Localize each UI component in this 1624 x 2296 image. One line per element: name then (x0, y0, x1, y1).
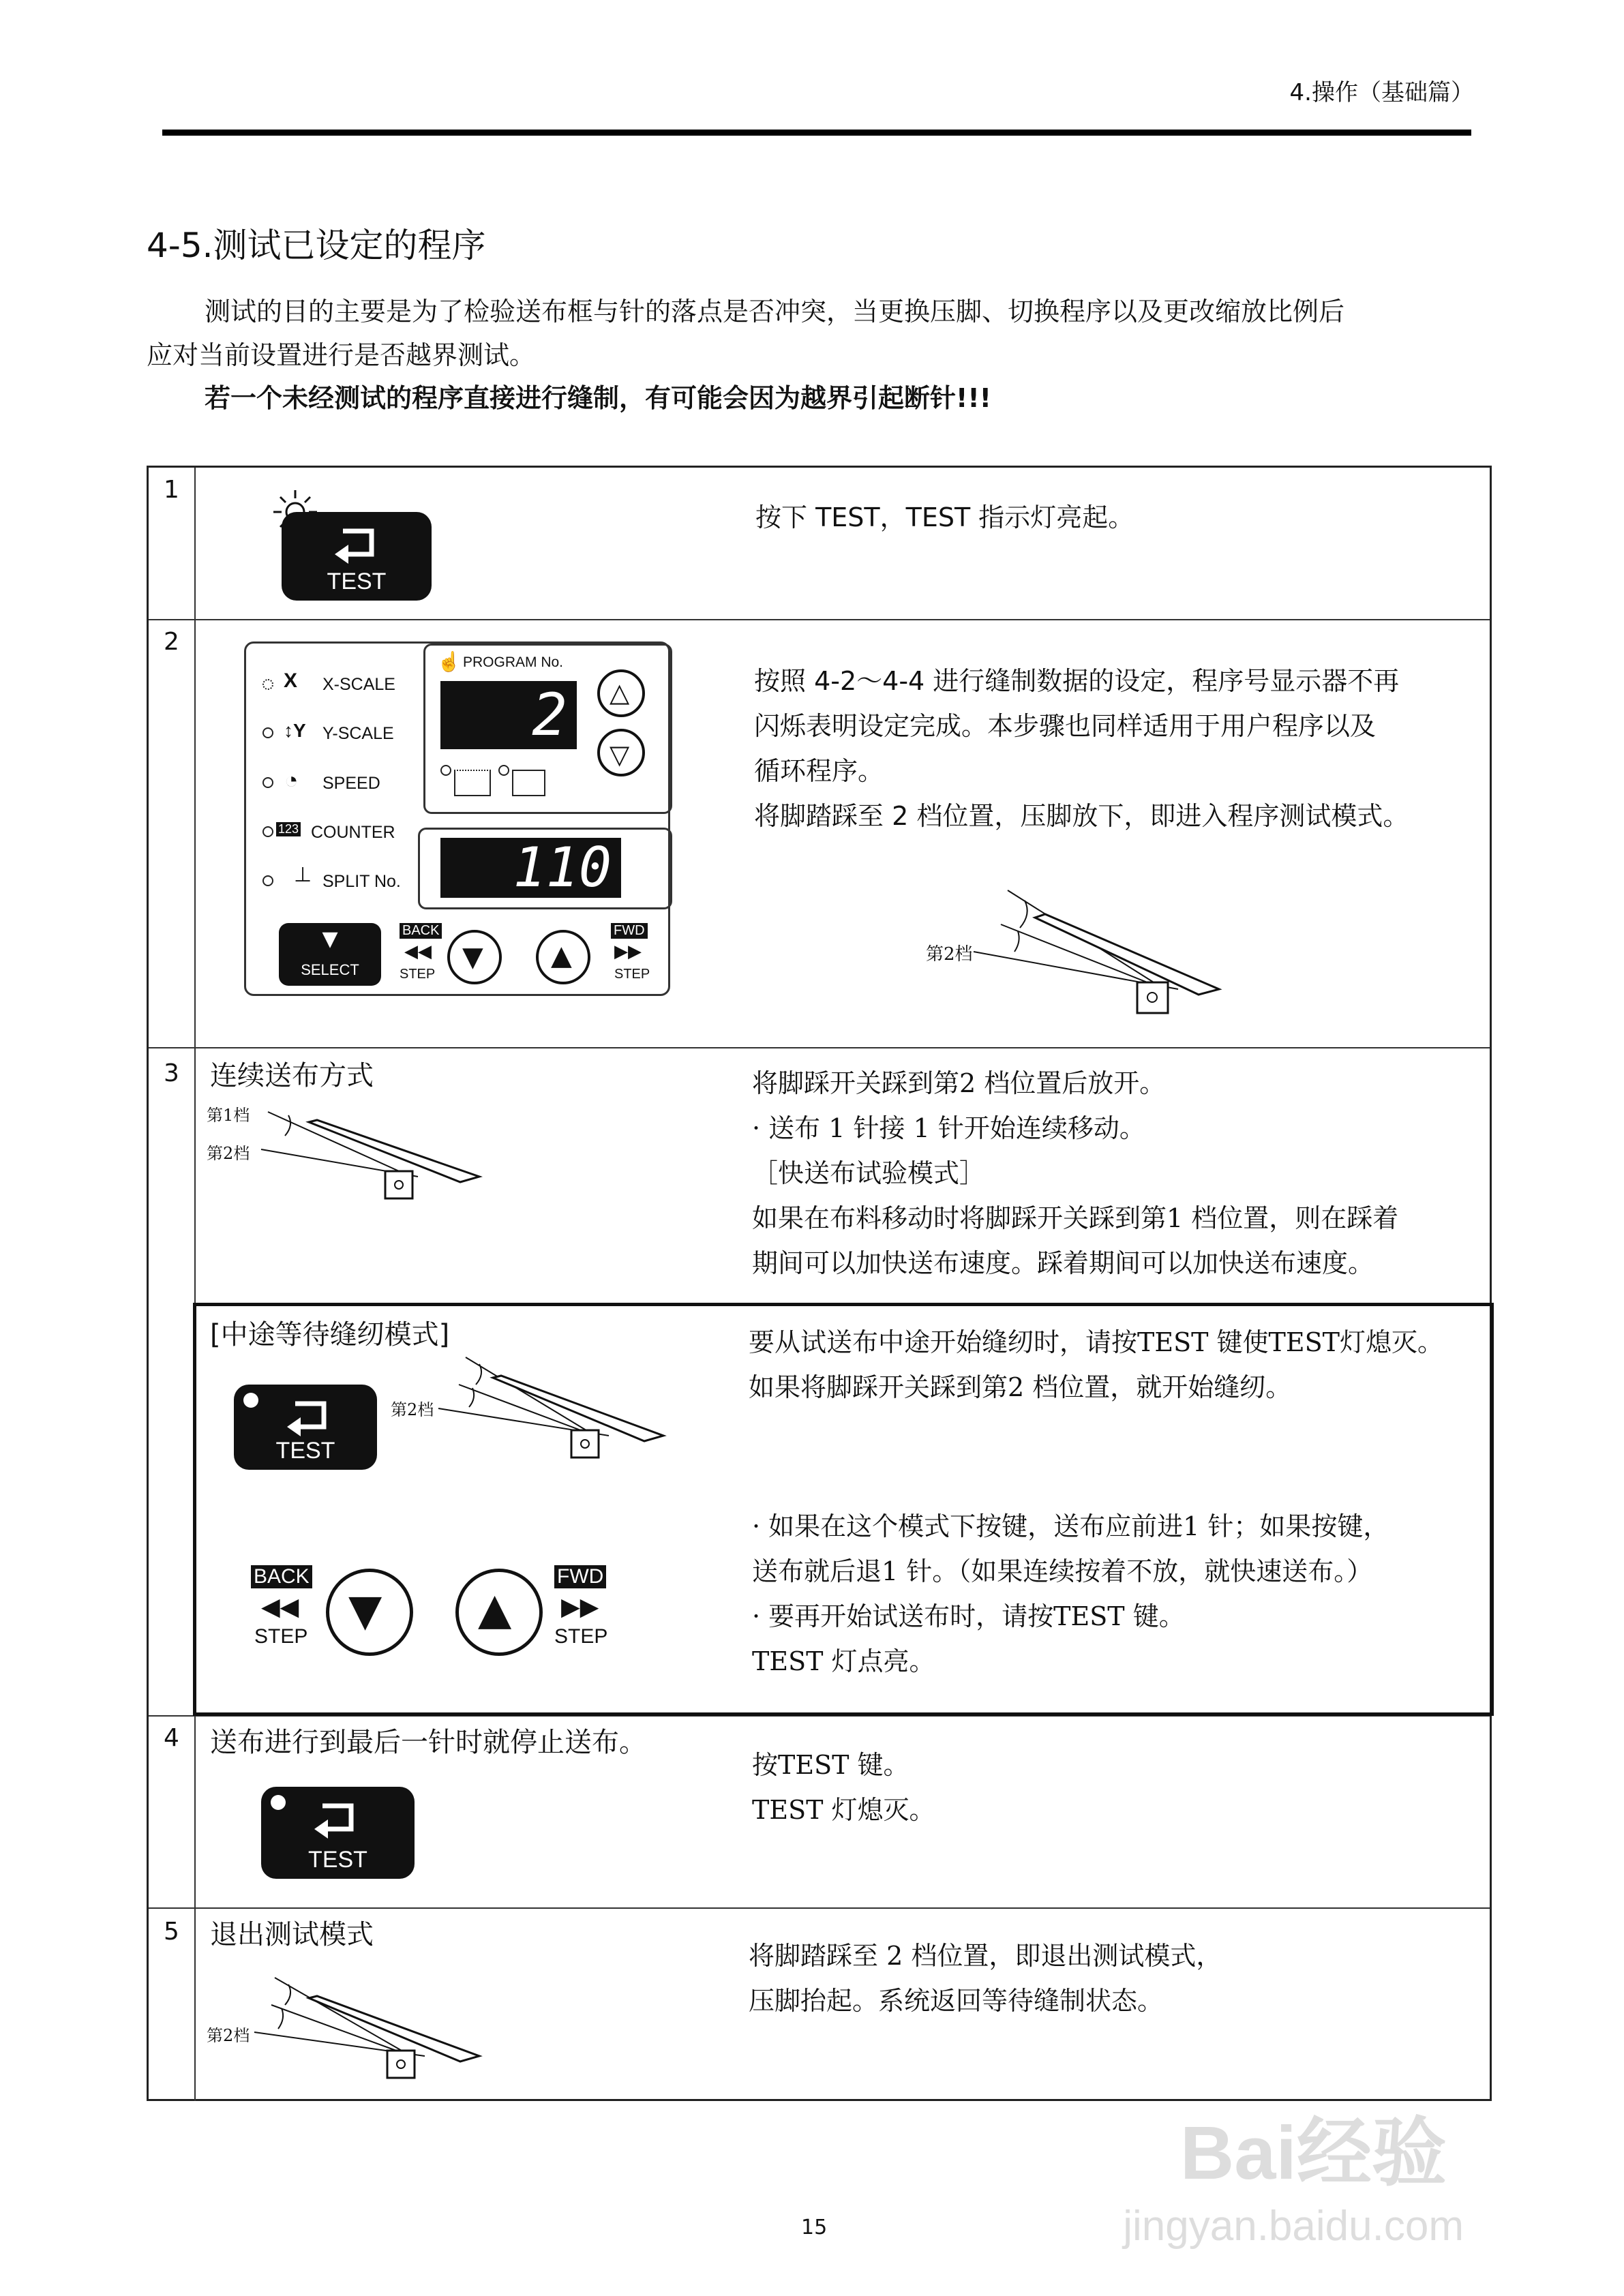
led-split (262, 875, 273, 886)
step2-text-line4: 将脚踏踩至 2 档位置，压脚放下，即进入程序测试模式。 (754, 801, 1409, 831)
test-led-indicator (243, 1393, 258, 1408)
frame-icon-b (512, 770, 545, 796)
x-arrow-icon: X (284, 669, 298, 692)
x-scale-label: X-SCALE (322, 675, 395, 694)
step2-text-line3: 循环程序。 (754, 756, 884, 786)
step4-text-line2: TEST 灯熄灭。 (752, 1795, 935, 1825)
step-number: 1 (164, 476, 179, 504)
step3-caption: 连续送布方式 (210, 1060, 374, 1091)
counter-label: COUNTER (311, 823, 395, 842)
step-number: 2 (164, 628, 179, 656)
step5-text-line1: 将脚踏踩至 2 档位置，即退出测试模式， (749, 1941, 1222, 1971)
test-key-label: TEST (327, 569, 387, 594)
program-down-button[interactable]: ▽ (597, 729, 645, 776)
test-key-label: TEST (308, 1847, 367, 1873)
step2-text-line1: 按照 4-2～4-4 进行缝制数据的设定，程序号显示器不再 (754, 666, 1400, 696)
warning-text: 若一个未经测试的程序直接进行缝制，有可能会因为越界引起断针!!! (205, 383, 991, 413)
return-arrow-icon (309, 1799, 363, 1840)
control-panel (244, 641, 670, 996)
step3-text-line2: · 送布 1 针接 1 针开始连续移动。 (752, 1113, 1145, 1143)
section-title: 4-5.测试已设定的程序 (147, 226, 486, 265)
test-key[interactable] (261, 1787, 415, 1879)
pedal-diagram (391, 1354, 677, 1479)
fwd-tag: FWD (611, 923, 648, 939)
led-program-b (498, 765, 509, 776)
step4-caption: 送布进行到最后一针时就停止送布。 (210, 1727, 646, 1758)
step3-text-line3: ［快送布试验模式］ (752, 1158, 986, 1188)
row-divider (149, 1047, 1490, 1048)
fwd-step-label: STEP (554, 1625, 608, 1648)
step-number: 3 (164, 1059, 179, 1087)
fast-forward-icon: ▶▶ (614, 941, 642, 961)
pedal-diagram (905, 887, 1233, 1026)
back-step-label: STEP (400, 967, 436, 982)
back-tag: BACK (400, 923, 442, 939)
pedal-position-2-label: 第2档 (207, 1144, 250, 1163)
fast-forward-icon: ▶▶ (561, 1592, 599, 1620)
step5-caption: 退出测试模式 (210, 1919, 374, 1950)
test-key-label: TEST (275, 1438, 335, 1464)
row-divider (149, 619, 1490, 620)
y-scale-label: Y-SCALE (322, 724, 394, 743)
column-divider (194, 468, 196, 2101)
step1-text: 按下 TEST，TEST 指示灯亮起。 (755, 502, 1134, 532)
needle-icon: ⊥ (294, 864, 312, 886)
wait-text-b-line3: · 要再开始试送布时，请按TEST 键。 (752, 1601, 1185, 1631)
led-x-scale (262, 679, 273, 690)
pedal-position-1-label: 第1档 (207, 1106, 250, 1125)
led-program-a (440, 765, 451, 776)
speed-label: SPEED (322, 774, 380, 793)
watermark-url: jingyan.baidu.com (1123, 2203, 1464, 2250)
back-step-label: STEP (254, 1625, 308, 1648)
hand-icon: ☝ (437, 651, 461, 672)
rewind-icon: ◀◀ (261, 1592, 299, 1620)
row-divider (149, 1907, 1490, 1909)
wait-text-b-line4: TEST 灯点亮。 (752, 1646, 935, 1676)
wait-text-a-line1: 要从试送布中途开始缝纫时，请按TEST 键使TEST灯熄灭。 (749, 1327, 1444, 1357)
split-label: SPLIT No. (322, 872, 401, 891)
wait-mode-caption: [中途等待缝纫模式] (210, 1319, 450, 1350)
header-rule (162, 130, 1471, 136)
pedal-position-label: 第2档 (926, 944, 973, 965)
pedal-position-label: 第2档 (207, 2026, 250, 2045)
test-led-indicator (271, 1795, 286, 1810)
led-y-scale (262, 727, 273, 738)
wait-text-b-line2: 送布就后退1 针。（如果连续按着不放，就快速送布。） (752, 1556, 1373, 1586)
step5-text-line2: 压脚抬起。系统返回等待缝制状态。 (749, 1986, 1164, 2016)
intro-paragraph-line1: 测试的目的主要是为了检验送布框与针的落点是否冲突，当更换压脚、切换程序以及更改缩放比例后 (205, 297, 1345, 327)
select-label: SELECT (301, 961, 359, 978)
return-arrow-icon (282, 1397, 336, 1438)
led-counter (262, 826, 273, 837)
test-key[interactable] (234, 1385, 377, 1470)
select-arrow-icon: ▼ (322, 927, 338, 951)
pedal-diagram (207, 1102, 493, 1227)
step-number: 4 (164, 1724, 179, 1752)
program-up-button[interactable]: △ (597, 669, 645, 717)
step3-text-line4: 如果在布料移动时将脚踩开关踩到第1 档位置，则在踩着 (752, 1203, 1399, 1233)
watermark-logo: Bai经验 (1179, 2111, 1447, 2195)
wait-text-a-line2: 如果将脚踩开关踩到第2 档位置，就开始缝纫。 (749, 1372, 1292, 1402)
step2-text-line2: 闪烁表明设定完成。本步骤也同样适用于用户程序以及 (754, 711, 1377, 741)
rewind-icon: ◀◀ (404, 941, 432, 961)
speed-icon: ◔ (284, 768, 299, 794)
page-header: 4.操作（基础篇） (1289, 79, 1474, 106)
pedal-position-label: 第2档 (391, 1400, 434, 1419)
steps-table (147, 466, 1492, 2101)
pedal-diagram (207, 1974, 493, 2100)
fwd-tag: FWD (554, 1565, 606, 1588)
program-no-label: PROGRAM No. (463, 654, 564, 670)
wait-mode-box (193, 1303, 1494, 1716)
counter-display: 110 (440, 838, 621, 898)
fwd-step-label: STEP (614, 967, 650, 982)
intro-paragraph-line2: 应对当前设置进行是否越界测试。 (147, 340, 536, 370)
test-key[interactable] (282, 512, 432, 601)
wait-text-b-line1: · 如果在这个模式下按键，送布应前进1 针；如果按键， (752, 1511, 1389, 1541)
back-step-button[interactable]: ▼ (326, 1569, 413, 1656)
step4-text-line1: 按TEST 键。 (752, 1750, 909, 1780)
y-arrow-icon: ↕Y (284, 720, 306, 741)
program-number-display: 2 (440, 681, 577, 749)
back-tag: BACK (251, 1565, 312, 1588)
led-speed (262, 777, 273, 788)
counter-icon: 123 (276, 822, 301, 836)
select-button[interactable] (279, 923, 381, 986)
step3-text-line1: 将脚踩开关踩到第2 档位置后放开。 (752, 1068, 1166, 1098)
fwd-step-button[interactable]: ▲ (536, 930, 590, 984)
back-step-button[interactable]: ▼ (447, 930, 502, 984)
frame-icon-a (454, 770, 491, 796)
return-arrow-icon (329, 524, 384, 565)
fwd-step-button[interactable]: ▲ (455, 1569, 543, 1656)
step3-text-line5: 期间可以加快送布速度。踩着期间可以加快送布速度。 (752, 1248, 1374, 1278)
step-number: 5 (164, 1918, 179, 1946)
page-number: 15 (801, 2216, 828, 2239)
